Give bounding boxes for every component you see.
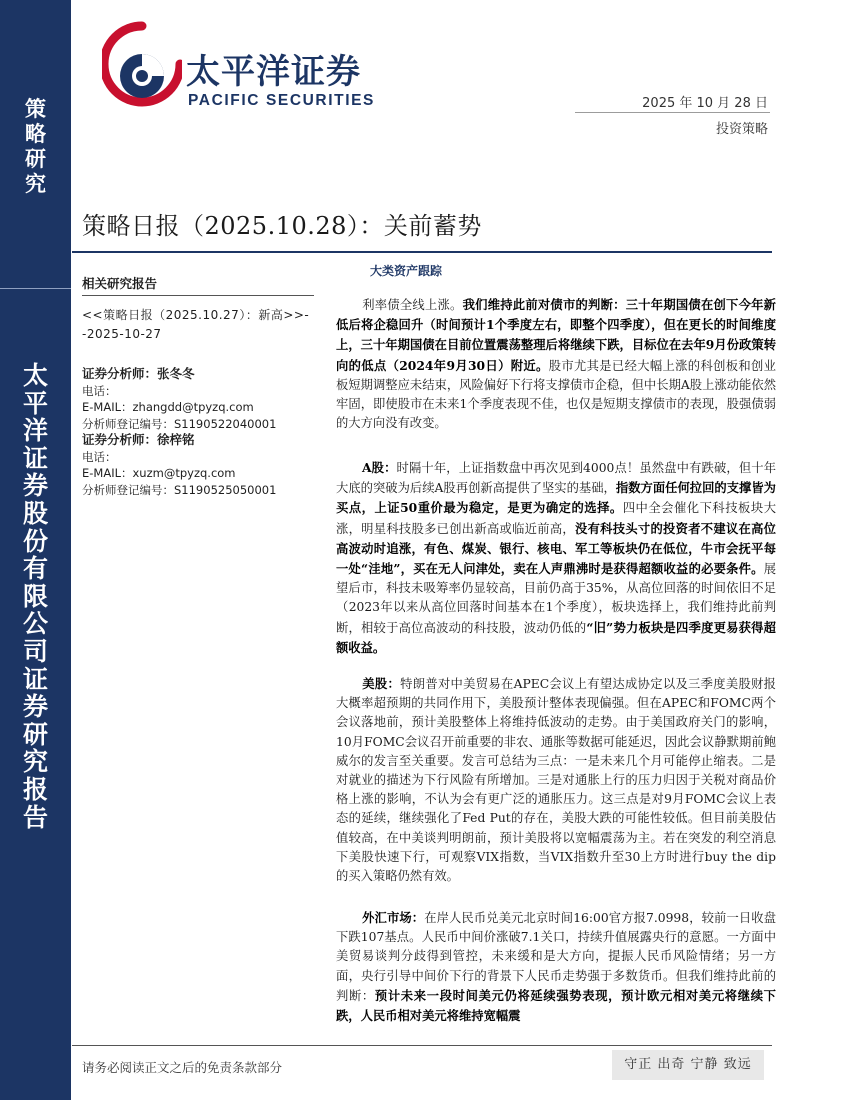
footer-disclaimer: 请务必阅读正文之后的免责条款部分 bbox=[82, 1060, 283, 1075]
logo-cn-name: 太平洋证券 bbox=[186, 52, 361, 92]
footer-rule bbox=[72, 1045, 772, 1046]
logo-emblem-icon bbox=[102, 18, 182, 118]
title-rule bbox=[72, 251, 772, 253]
paragraph-a-shares: A股：时隔十年，上证指数盘中再次见到4000点！虽然盘中有跌破，但十年大底的突破为后续A股再创新高提供了坚实的基础，指数方面任何拉回的支撑皆为买点，上证50重价最为稳定，是更为确定的选择。四中全会催化下科技板块大涨，明星科技股多已创出新高或临近前高，没有科技头寸的投资者不建议在高位高波动时追涨，有色、煤炭、银行、核电、军工等板块仍在低位，牛市会抚平每一处“洼地”，买在无人问津处，卖在人声鼎沸时是获得超额收益的必要条件。展望后市，科技未吸筹率仍显较高，目前仍高于35%，从高位回落的时间依旧不足（2023年以来从高位回落时间基本在1个季度），板块选择上，我们维持此前判断，相较于高位高波动的科技股，波动仍低的“旧”势力板块是四季度更易获得超额收益。 bbox=[336, 460, 776, 655]
logo-en-name: PACIFIC SECURITIES bbox=[188, 92, 375, 109]
analyst-reg: 分析师登记编号：S1190522040001 bbox=[82, 416, 277, 431]
paragraph-us-stocks: 美股：特朗普对中美贸易在APEC会议上有望达成协定以及三季度美股财报大概率超预期的共同作用下，美股预计整体表现偏强。但在APEC和FOMC两个会议落地前，预计美股整体上将维持低波动的走势。由于美国政府关门的影响，10月FOMC会议召开前重要的非农、通胀等数据可能延迟，因此会议静默期前鲍威尔的发言至关重要。发言可总结为三点：一是未来几个月可能停止缩表。二是对就业的描述为下行风险有所增加。三是对通胀上行的压力归因于关税对商品价格上涨的影响，不认为会有更广泛的通胀压力。这三点是对9月FOMC会议上表态的延续，继续强化了Fed Put的存在，美股大跌的可能性较低。但目前美股估值较高，在中美谈判明朗前，预计美股将以宽幅震荡为主。若在突发的利空消息下美股快速下行，可观察VIX指数，当VIX指数升至30上方时进行buy the dip 的买入策略仍然有效。 bbox=[336, 676, 776, 884]
analyst-name: 证券分析师：张冬冬 bbox=[82, 366, 195, 381]
page-title: 策略日报（2025.10.28）：关前蓄势 bbox=[82, 212, 482, 240]
analyst-name: 证券分析师：徐梓铭 bbox=[82, 432, 195, 447]
related-research-heading: 相关研究报告 bbox=[82, 276, 158, 291]
sidebar bbox=[0, 0, 71, 1100]
analyst-email[interactable]: E-MAIL：xuzm@tpyzq.com bbox=[82, 466, 236, 480]
related-report-link[interactable]: <<策略日报（2025.10.27）：新高>>--2025-10-27 bbox=[82, 308, 310, 341]
paragraph-bonds: 利率债全线上涨。我们维持此前对债市的判断：三十年期国债在创下今年新低后将企稳回升（时间预计1个季度左右，即整个四季度），但在更长的时间维度上，三十年期国债在目前位置震荡整理后将继续下跌，目标位在去年9月份政策转向的低点（2024年9月30日）附近。股市尤其是已经大幅上涨的科创板和创业板短期调整应未结束，风险偏好下行将支撑债市企稳，但中长期A股上涨动能依然牢固，即使股市在未来1个季度表现不佳，也仅是短期支撑债市的表现，股强债弱的大方向没有改变。 bbox=[336, 297, 776, 431]
related-rule bbox=[82, 295, 314, 296]
sidebar-top-label: 策 略 研 究 bbox=[25, 96, 46, 196]
report-category: 投资策略 bbox=[715, 122, 768, 137]
footer-motto: 守正 出奇 宁静 致远 bbox=[612, 1050, 764, 1080]
analyst-reg: 分析师登记编号：S1190525050001 bbox=[82, 482, 277, 497]
sidebar-bottom-label: 太 平 洋 证 券 股 份 有 限 公 司 证 券 研 究 报 告 bbox=[22, 361, 48, 832]
sidebar-divider bbox=[0, 288, 71, 289]
section-title: 大类资产跟踪 bbox=[370, 264, 443, 278]
analyst-block bbox=[82, 432, 276, 498]
header-rule bbox=[575, 112, 770, 113]
report-date: 2025 年 10 月 28 日 bbox=[642, 96, 768, 111]
paragraph-fx: 外汇市场：在岸人民币兑美元北京时间16:00官方报7.0998，较前一日收盘下跌107基点。人民币中间价涨破7.1关口，持续升值展露央行的意愿。一方面中美贸易谈判分歧得到管控，未来缓和是大方向，提振人民币风险情绪；另一方面，央行引导中间价下行的背景下人民币走势强于多数货币。但我们维持此前的判断：预计未来一段时间美元仍将延续强势表现，预计欧元相对美元将继续下跌，人民币相对美元将维持宽幅震 bbox=[336, 910, 776, 1024]
analyst-phone: 电话： bbox=[82, 449, 117, 464]
analyst-block bbox=[82, 366, 276, 432]
analyst-email[interactable]: E-MAIL：zhangdd@tpyzq.com bbox=[82, 400, 254, 414]
analyst-phone: 电话： bbox=[82, 383, 117, 398]
